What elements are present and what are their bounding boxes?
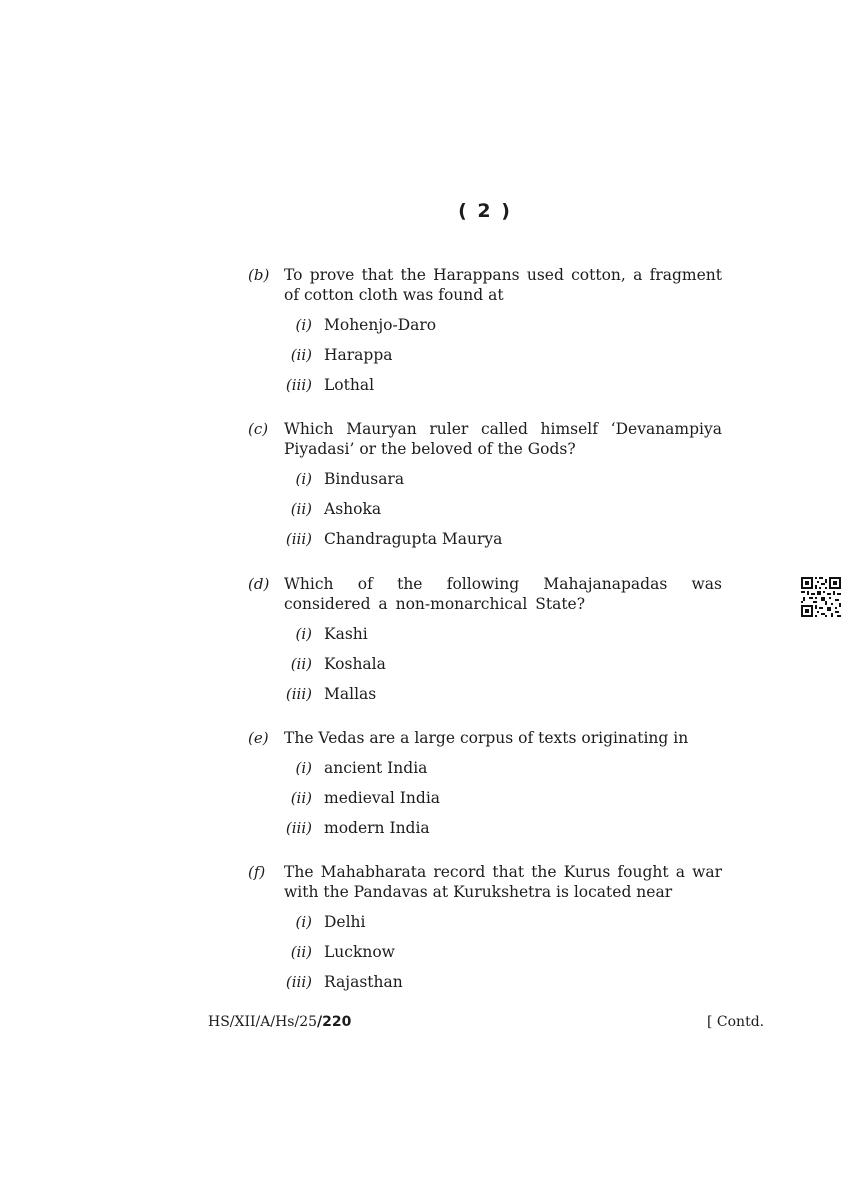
option-number: (i) (295, 913, 312, 931)
option-text: Kashi (324, 625, 368, 643)
option-text: Lucknow (324, 943, 395, 961)
question-b (248, 265, 722, 395)
option-item (248, 345, 722, 365)
option-item (248, 624, 722, 644)
option-number: (ii) (290, 655, 312, 673)
option-number: (ii) (290, 500, 312, 518)
question-label: (c) (248, 420, 269, 438)
question-text: The Mahabharata record that the Kurus fought a war with the Pandavas at Kurukshetra is located near (284, 863, 722, 901)
option-number: (iii) (285, 819, 312, 837)
option-number: (i) (295, 316, 312, 334)
option-item (248, 972, 722, 992)
option-item (248, 942, 722, 962)
option-number: (i) (295, 759, 312, 777)
option-item (248, 912, 722, 932)
option-text: ancient India (324, 759, 428, 777)
option-item (248, 818, 722, 838)
question-text: To prove that the Harappans used cotton, a fragment of cotton cloth was found at (284, 266, 722, 304)
qr-code-icon (801, 577, 841, 617)
paper-code-prefix: HS/XII/A/Hs/25 (208, 1014, 318, 1030)
page-number: ( 2 ) (458, 200, 512, 222)
option-item (248, 315, 722, 335)
option-item (248, 684, 722, 704)
option-item (248, 788, 722, 808)
option-number: (i) (295, 470, 312, 488)
question-text: Which Mauryan ruler called himself ‘Devanampiya Piyadasi’ or the beloved of the Gods? (284, 420, 722, 458)
question-c (248, 419, 722, 549)
option-item (248, 499, 722, 519)
continued-marker: [ Contd. (707, 1014, 765, 1030)
option-text: medieval India (324, 789, 441, 807)
option-text: Koshala (324, 655, 386, 673)
option-number: (ii) (290, 346, 312, 364)
question-label: (b) (248, 266, 270, 284)
option-number: (i) (295, 625, 312, 643)
option-number: (iii) (285, 973, 312, 991)
option-item (248, 654, 722, 674)
question-d (248, 574, 722, 704)
paper-code (208, 1014, 351, 1030)
option-text: Harappa (324, 346, 393, 364)
option-text: Mohenjo-Daro (324, 316, 437, 334)
option-item (248, 758, 722, 778)
option-text: modern India (324, 819, 430, 837)
question-label: (e) (248, 729, 269, 747)
option-text: Bindusara (324, 470, 405, 488)
paper-code-suffix: /220 (317, 1014, 352, 1030)
option-text: Delhi (324, 913, 366, 931)
question-text: Which of the following Mahajanapadas was considered a non-monarchical State? (284, 575, 722, 613)
question-label: (d) (248, 575, 270, 593)
option-item (248, 375, 722, 395)
option-item (248, 529, 722, 549)
option-number: (iii) (285, 530, 312, 548)
option-text: Mallas (324, 685, 377, 703)
option-text: Chandragupta Maurya (324, 530, 503, 548)
option-item (248, 469, 722, 489)
option-number: (ii) (290, 789, 312, 807)
question-label: (f) (248, 863, 266, 881)
question-f (248, 862, 722, 992)
question-text: The Vedas are a large corpus of texts originating in (284, 729, 689, 747)
option-text: Ashoka (324, 500, 382, 518)
question-e (248, 728, 722, 838)
option-number: (ii) (290, 943, 312, 961)
option-text: Lothal (324, 376, 375, 394)
option-text: Rajasthan (324, 973, 403, 991)
option-number: (iii) (285, 685, 312, 703)
option-number: (iii) (285, 376, 312, 394)
